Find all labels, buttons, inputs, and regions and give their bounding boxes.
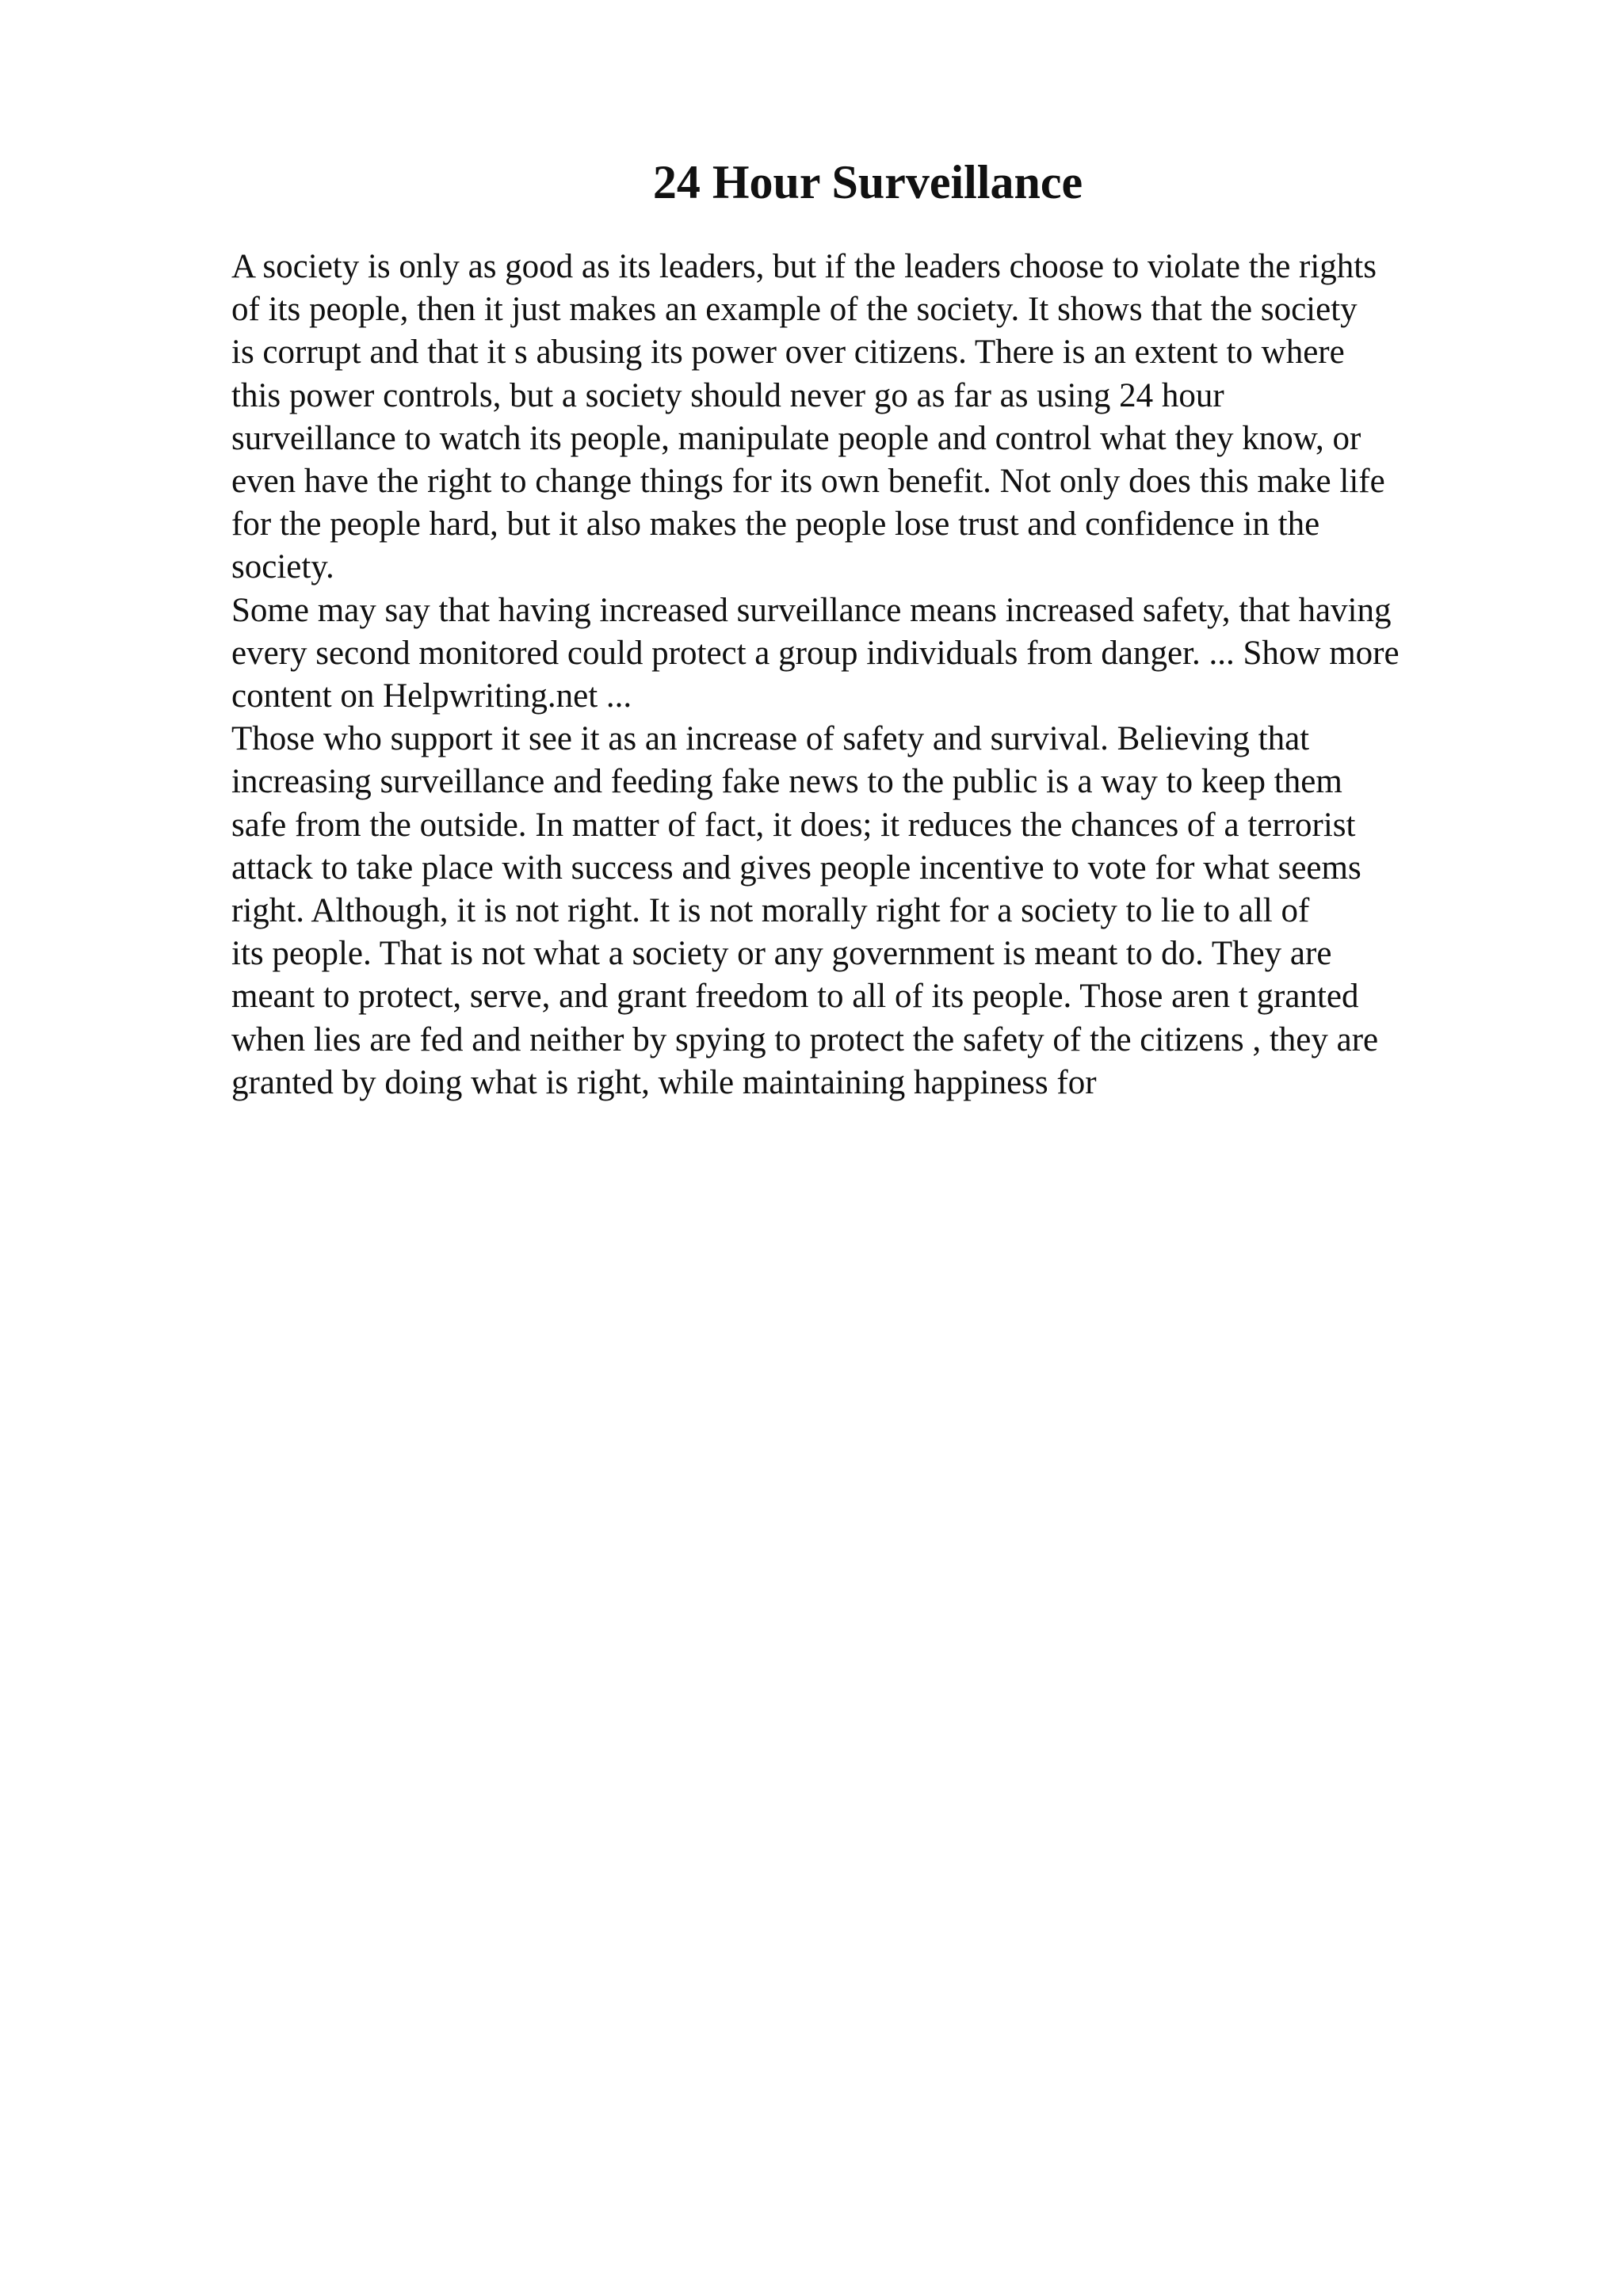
body-line: is corrupt and that it s abusing its power over citizens. There is an extent to where (231, 334, 1345, 372)
body-line: meant to protect, serve, and grant freedom to all of its people. Those aren t granted (231, 978, 1359, 1016)
body-line: safe from the outside. In matter of fact, it does; it reduces the chances of a terrorist (231, 806, 1356, 844)
body-line: its people. That is not what a society or any government is meant to do. They are (231, 935, 1332, 973)
body-line: increasing surveillance and feeding fake news to the public is a way to keep them (231, 763, 1342, 801)
body-line: every second monitored could protect a group individuals from danger. ... Show more (231, 634, 1400, 672)
body-line: Some may say that having increased surveillance means increased safety, that having (231, 591, 1392, 629)
body-line: Those who support it see it as an increase of safety and survival. Believing that (231, 720, 1310, 758)
body-line: attack to take place with success and gives people incentive to vote for what seems (231, 849, 1361, 887)
body-line: right. Although, it is not right. It is not morally right for a society to lie to all of (231, 892, 1310, 930)
body-line: A society is only as good as its leaders, but if the leaders choose to violate the rights (231, 248, 1377, 285)
body-line: surveillance to watch its people, manipulate people and control what they know, or (231, 419, 1361, 457)
body-line: even have the right to change things for its own benefit. Not only does this make life (231, 463, 1385, 501)
body-line: society. (231, 548, 334, 586)
document-body (231, 246, 1531, 1104)
body-line: when lies are fed and neither by spying to protect the safety of the citizens , they are (231, 1020, 1379, 1058)
body-line: content on Helpwriting.net ... (231, 677, 632, 715)
body-line: granted by doing what is right, while maintaining happiness for (231, 1063, 1097, 1101)
body-line: this power controls, but a society should never go as far as using 24 hour (231, 376, 1224, 414)
document-title: 24 Hour Surveillance (652, 156, 1083, 208)
body-line: of its people, then it just makes an example of the society. It shows that the society (231, 291, 1358, 329)
body-line: for the people hard, but it also makes the people lose trust and confidence in the (231, 505, 1320, 543)
